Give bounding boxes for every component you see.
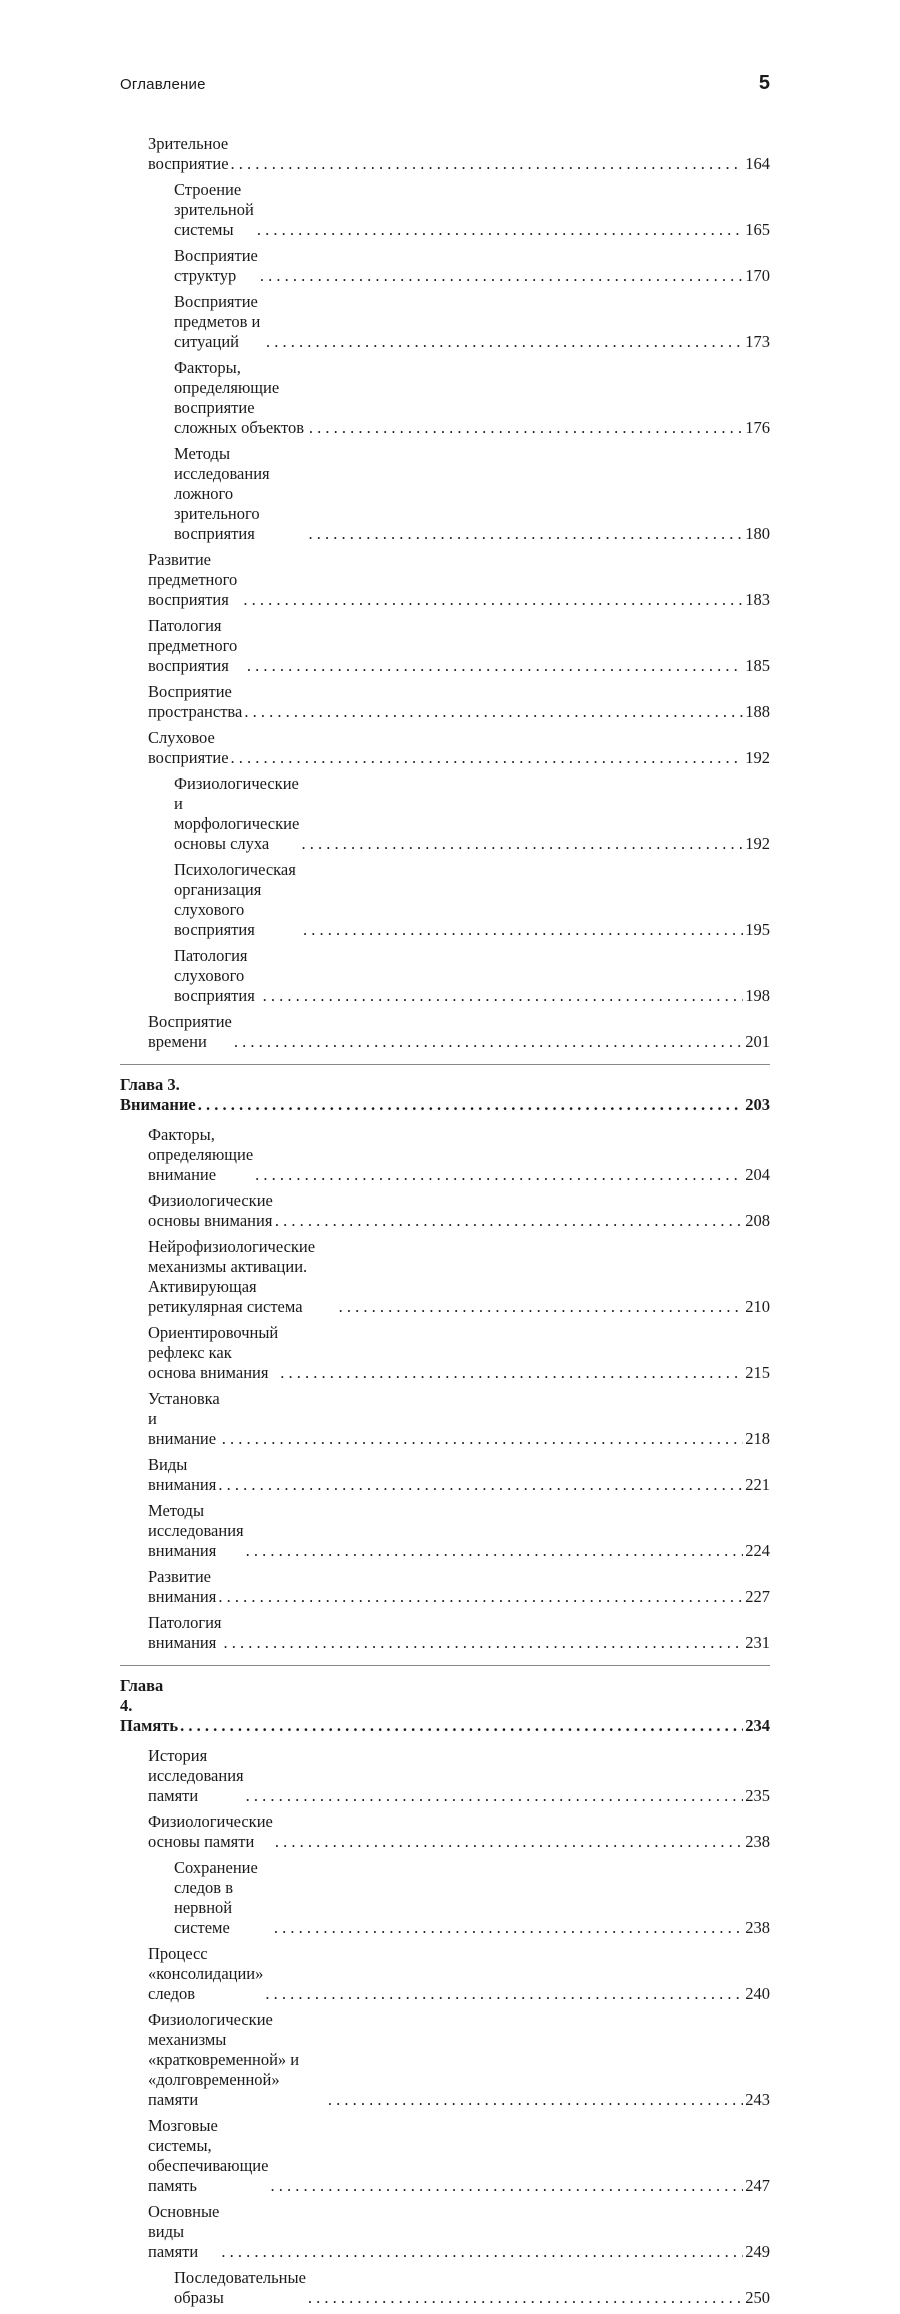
toc-entry-page: 192 [745, 834, 770, 853]
toc-entry-page: 249 [745, 2242, 770, 2261]
running-title: Оглавление [120, 76, 206, 93]
toc-entry-title: Установка и внимание [148, 1389, 220, 1448]
toc-entry-title: Последовательные образы [174, 2268, 306, 2307]
dot-leader [218, 1475, 743, 1495]
toc-entry [120, 550, 770, 610]
toc-entry [120, 358, 770, 438]
dot-leader [244, 702, 743, 722]
toc-entry-title: Слуховое восприятие [148, 728, 229, 767]
dot-leader [263, 986, 744, 1006]
dot-leader [231, 154, 744, 174]
toc-entry-page: 227 [745, 1587, 770, 1606]
toc-entry-page: 231 [745, 1633, 770, 1652]
dot-leader [247, 656, 743, 676]
toc-entry-title: Восприятие структур [174, 246, 258, 285]
toc-entry [120, 1746, 770, 1806]
toc-entry [120, 292, 770, 352]
dot-leader [255, 1165, 743, 1185]
toc-entry-title: Основные виды памяти [148, 2202, 220, 2261]
dot-leader [257, 220, 743, 240]
dot-leader [222, 1429, 744, 1449]
toc-entry [120, 860, 770, 940]
running-header [120, 72, 770, 102]
dot-leader [275, 1832, 743, 1852]
dot-leader [180, 1716, 743, 1736]
dot-leader [234, 1032, 743, 1052]
toc-entry-title: Методы исследования ложного зрительного восприятия [174, 444, 270, 543]
toc-entry-page: 240 [745, 1984, 770, 2003]
dot-leader [221, 2242, 743, 2262]
toc-entry [120, 1191, 770, 1231]
toc-entry-title: Восприятие времени [148, 1012, 232, 1051]
toc-entry-page: 201 [745, 1032, 770, 1051]
toc-entry-page: 176 [745, 418, 770, 437]
toc-entry-title: Развитие внимания [148, 1567, 217, 1606]
toc-entry-page: 170 [745, 266, 770, 285]
toc-entry-title: Глава 3. Внимание [120, 1075, 196, 1114]
dot-leader [274, 1918, 743, 1938]
toc-chapter-entry [120, 1064, 770, 1115]
toc-entry [120, 134, 770, 174]
toc-entry-page: 215 [745, 1363, 770, 1382]
toc-entry-page: 204 [745, 1165, 770, 1184]
toc-entry-page: 203 [745, 1095, 770, 1114]
toc-entry-page: 192 [745, 748, 770, 767]
toc-entry-title: Ориентировочный рефлекс как основа внимания [148, 1323, 279, 1382]
toc-entry-title: Патология внимания [148, 1613, 222, 1652]
toc-entry [120, 2116, 770, 2196]
toc-entry [120, 2202, 770, 2262]
toc-entry [120, 1389, 770, 1449]
toc-entry-page: 195 [745, 920, 770, 939]
toc-entry-page: 221 [745, 1475, 770, 1494]
toc-entry-page: 180 [745, 524, 770, 543]
toc-entry [120, 180, 770, 240]
dot-leader [246, 1786, 744, 1806]
toc-entry-page: 208 [745, 1211, 770, 1230]
toc-entry-title: Физиологические механизмы «кратковременной» и «долговременной» памяти [148, 2010, 300, 2109]
toc-entry [120, 1501, 770, 1561]
toc-entry-title: Глава 4. Память [120, 1676, 179, 1735]
toc-entry [120, 774, 770, 854]
toc-entry [120, 246, 770, 286]
toc-entry [120, 682, 770, 722]
toc-entry-page: 210 [745, 1297, 770, 1316]
toc-entry [120, 2268, 770, 2308]
toc-chapter-entry [120, 1665, 770, 1736]
dot-leader [275, 1211, 743, 1231]
dot-leader [224, 1633, 744, 1653]
toc-entry-title: Физиологические основы памяти [148, 1812, 273, 1851]
toc-entry-title: Факторы, определяющие восприятие сложных объектов [174, 358, 305, 437]
toc-entry [120, 1012, 770, 1052]
toc-entry-title: История исследования памяти [148, 1746, 244, 1805]
dot-leader [218, 1587, 743, 1607]
toc-entry-title: Зрительное восприятие [148, 134, 229, 173]
toc-entry-title: Физиологические и морфологические основы слуха [174, 774, 300, 853]
dot-leader [260, 266, 743, 286]
dot-leader [266, 332, 743, 352]
toc-entry [120, 2010, 770, 2110]
dot-leader [303, 920, 743, 940]
toc-entry [120, 1613, 770, 1653]
toc-entry-page: 238 [745, 1918, 770, 1937]
toc-entry-page: 238 [745, 1832, 770, 1851]
toc-entry-title: Факторы, определяющие внимание [148, 1125, 254, 1184]
toc-entry-title: Физиологические основы внимания [148, 1191, 273, 1230]
toc-entry-title: Восприятие пространства [148, 682, 243, 721]
toc-entry-page: 165 [745, 220, 770, 239]
dot-leader [328, 2090, 743, 2110]
toc-entry-page: 183 [745, 590, 770, 609]
toc-entry-page: 235 [745, 1786, 770, 1805]
toc-entry-page: 250 [745, 2288, 770, 2307]
toc-entry-title: Психологическая организация слухового восприятия [174, 860, 296, 939]
dot-leader [339, 1297, 744, 1317]
dot-leader [280, 1363, 743, 1383]
toc-entry [120, 616, 770, 676]
toc-entry-title: Сохранение следов в нервной системе [174, 1858, 258, 1937]
dot-leader [309, 418, 743, 438]
dot-leader [270, 2176, 743, 2196]
toc-entry [120, 444, 770, 544]
toc-entry-page: 198 [745, 986, 770, 1005]
dot-leader [246, 1541, 744, 1561]
toc-entry [120, 1125, 770, 1185]
toc-entry-page: 247 [745, 2176, 770, 2195]
table-of-contents [120, 134, 770, 2314]
toc-entry-title: Нейрофизиологические механизмы активации. Активирующая ретикулярная система [148, 1237, 316, 1316]
toc-entry-title: Развитие предметного восприятия [148, 550, 238, 609]
toc-entry-title: Строение зрительной системы [174, 180, 254, 239]
toc-entry [120, 1944, 770, 2004]
dot-leader [243, 590, 743, 610]
toc-entry [120, 946, 770, 1006]
dot-leader [198, 1095, 744, 1115]
toc-entry [120, 1323, 770, 1383]
toc-entry-title: Процесс «консолидации» следов [148, 1944, 264, 2003]
toc-entry-title: Мозговые системы, обеспечивающие память [148, 2116, 269, 2195]
dot-leader [309, 524, 744, 544]
toc-entry [120, 1455, 770, 1495]
toc-entry-title: Виды внимания [148, 1455, 217, 1494]
toc-entry [120, 1567, 770, 1607]
toc-entry-page: 173 [745, 332, 770, 351]
toc-entry-title: Восприятие предметов и ситуаций [174, 292, 261, 351]
page-number: 5 [758, 72, 770, 94]
dot-leader [308, 2288, 743, 2308]
toc-entry-title: Патология слухового восприятия [174, 946, 255, 1005]
toc-entry [120, 728, 770, 768]
toc-entry [120, 1858, 770, 1938]
toc-entry-page: 243 [745, 2090, 770, 2109]
toc-entry-page: 164 [745, 154, 770, 173]
toc-entry [120, 1812, 770, 1852]
dot-leader [231, 748, 744, 768]
toc-entry-title: Методы исследования внимания [148, 1501, 244, 1560]
toc-entry-page: 188 [745, 702, 770, 721]
toc-entry [120, 1237, 770, 1317]
dot-leader [301, 834, 743, 854]
toc-entry-page: 234 [745, 1716, 770, 1735]
dot-leader [265, 1984, 743, 2004]
toc-entry-page: 218 [745, 1429, 770, 1448]
toc-entry-page: 224 [745, 1541, 770, 1560]
toc-entry-title: Патология предметного восприятия [148, 616, 238, 675]
toc-entry-page: 185 [745, 656, 770, 675]
